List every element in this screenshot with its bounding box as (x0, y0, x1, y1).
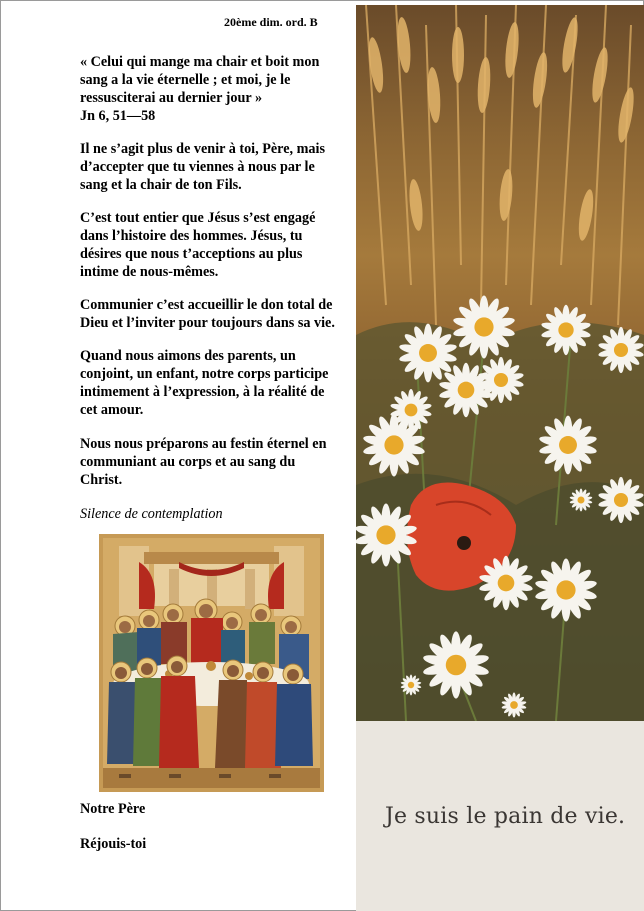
paragraph-3 (80, 296, 356, 332)
quote-line: sang a la vie éternelle ; et moi, je le (80, 72, 291, 88)
paragraph-line: dans l’histoire des hommes. Jésus, tu (80, 228, 303, 244)
paragraph-line: Dieu et l’inviter pour toujours dans sa vie. (80, 315, 335, 331)
quote-line: ressusciterai au dernier jour » (80, 90, 263, 106)
paragraph-line: sang et la chair de ton Fils. (80, 177, 242, 193)
last-supper-icon (99, 534, 324, 792)
prayer-notre-pere: Notre Père (80, 801, 146, 817)
silence-instruction: Silence de contemplation (80, 506, 223, 522)
paragraph-4 (80, 347, 356, 419)
gospel-reference: Jn 6, 51—58 (80, 108, 156, 124)
liturgical-date-header: 20ème dim. ord. B (224, 15, 318, 29)
gospel-quote (80, 53, 356, 125)
paragraph-5 (80, 435, 356, 489)
paragraph-line: intimement à l’expression, à la réalité de (80, 384, 325, 400)
paragraph-2 (80, 209, 356, 281)
paragraph-line: désires que nous t’acceptions au plus (80, 246, 303, 262)
paragraph-line: cet amour. (80, 402, 144, 418)
paragraph-line: Quand nous aimons des parents, un (80, 348, 296, 364)
prayer-rejouis-toi: Réjouis-toi (80, 836, 147, 852)
paragraph-line: communiant au corps et au sang du (80, 454, 296, 470)
paragraph-1 (80, 140, 356, 194)
quote-line: « Celui qui mange ma chair et boit mon (80, 54, 320, 70)
paragraph-line: conjoint, un enfant, notre corps participe (80, 366, 329, 382)
paragraph-line: C’est tout entier que Jésus s’est engagé (80, 210, 316, 226)
photo-caption: Je suis le pain de vie. (385, 804, 626, 829)
paragraph-line: Christ. (80, 472, 123, 488)
paragraph-line: Il ne s’agit plus de venir à toi, Père, mais (80, 141, 325, 157)
paragraph-line: Communier c’est accueillir le don total de (80, 297, 333, 313)
paragraph-line: d’accepter que tu viennes à nous par le (80, 159, 315, 175)
paragraph-line: Nous nous préparons au festin éternel en (80, 436, 327, 452)
wheat-daisies-photo (356, 5, 644, 721)
paragraph-line: intime de nous-mêmes. (80, 264, 219, 280)
